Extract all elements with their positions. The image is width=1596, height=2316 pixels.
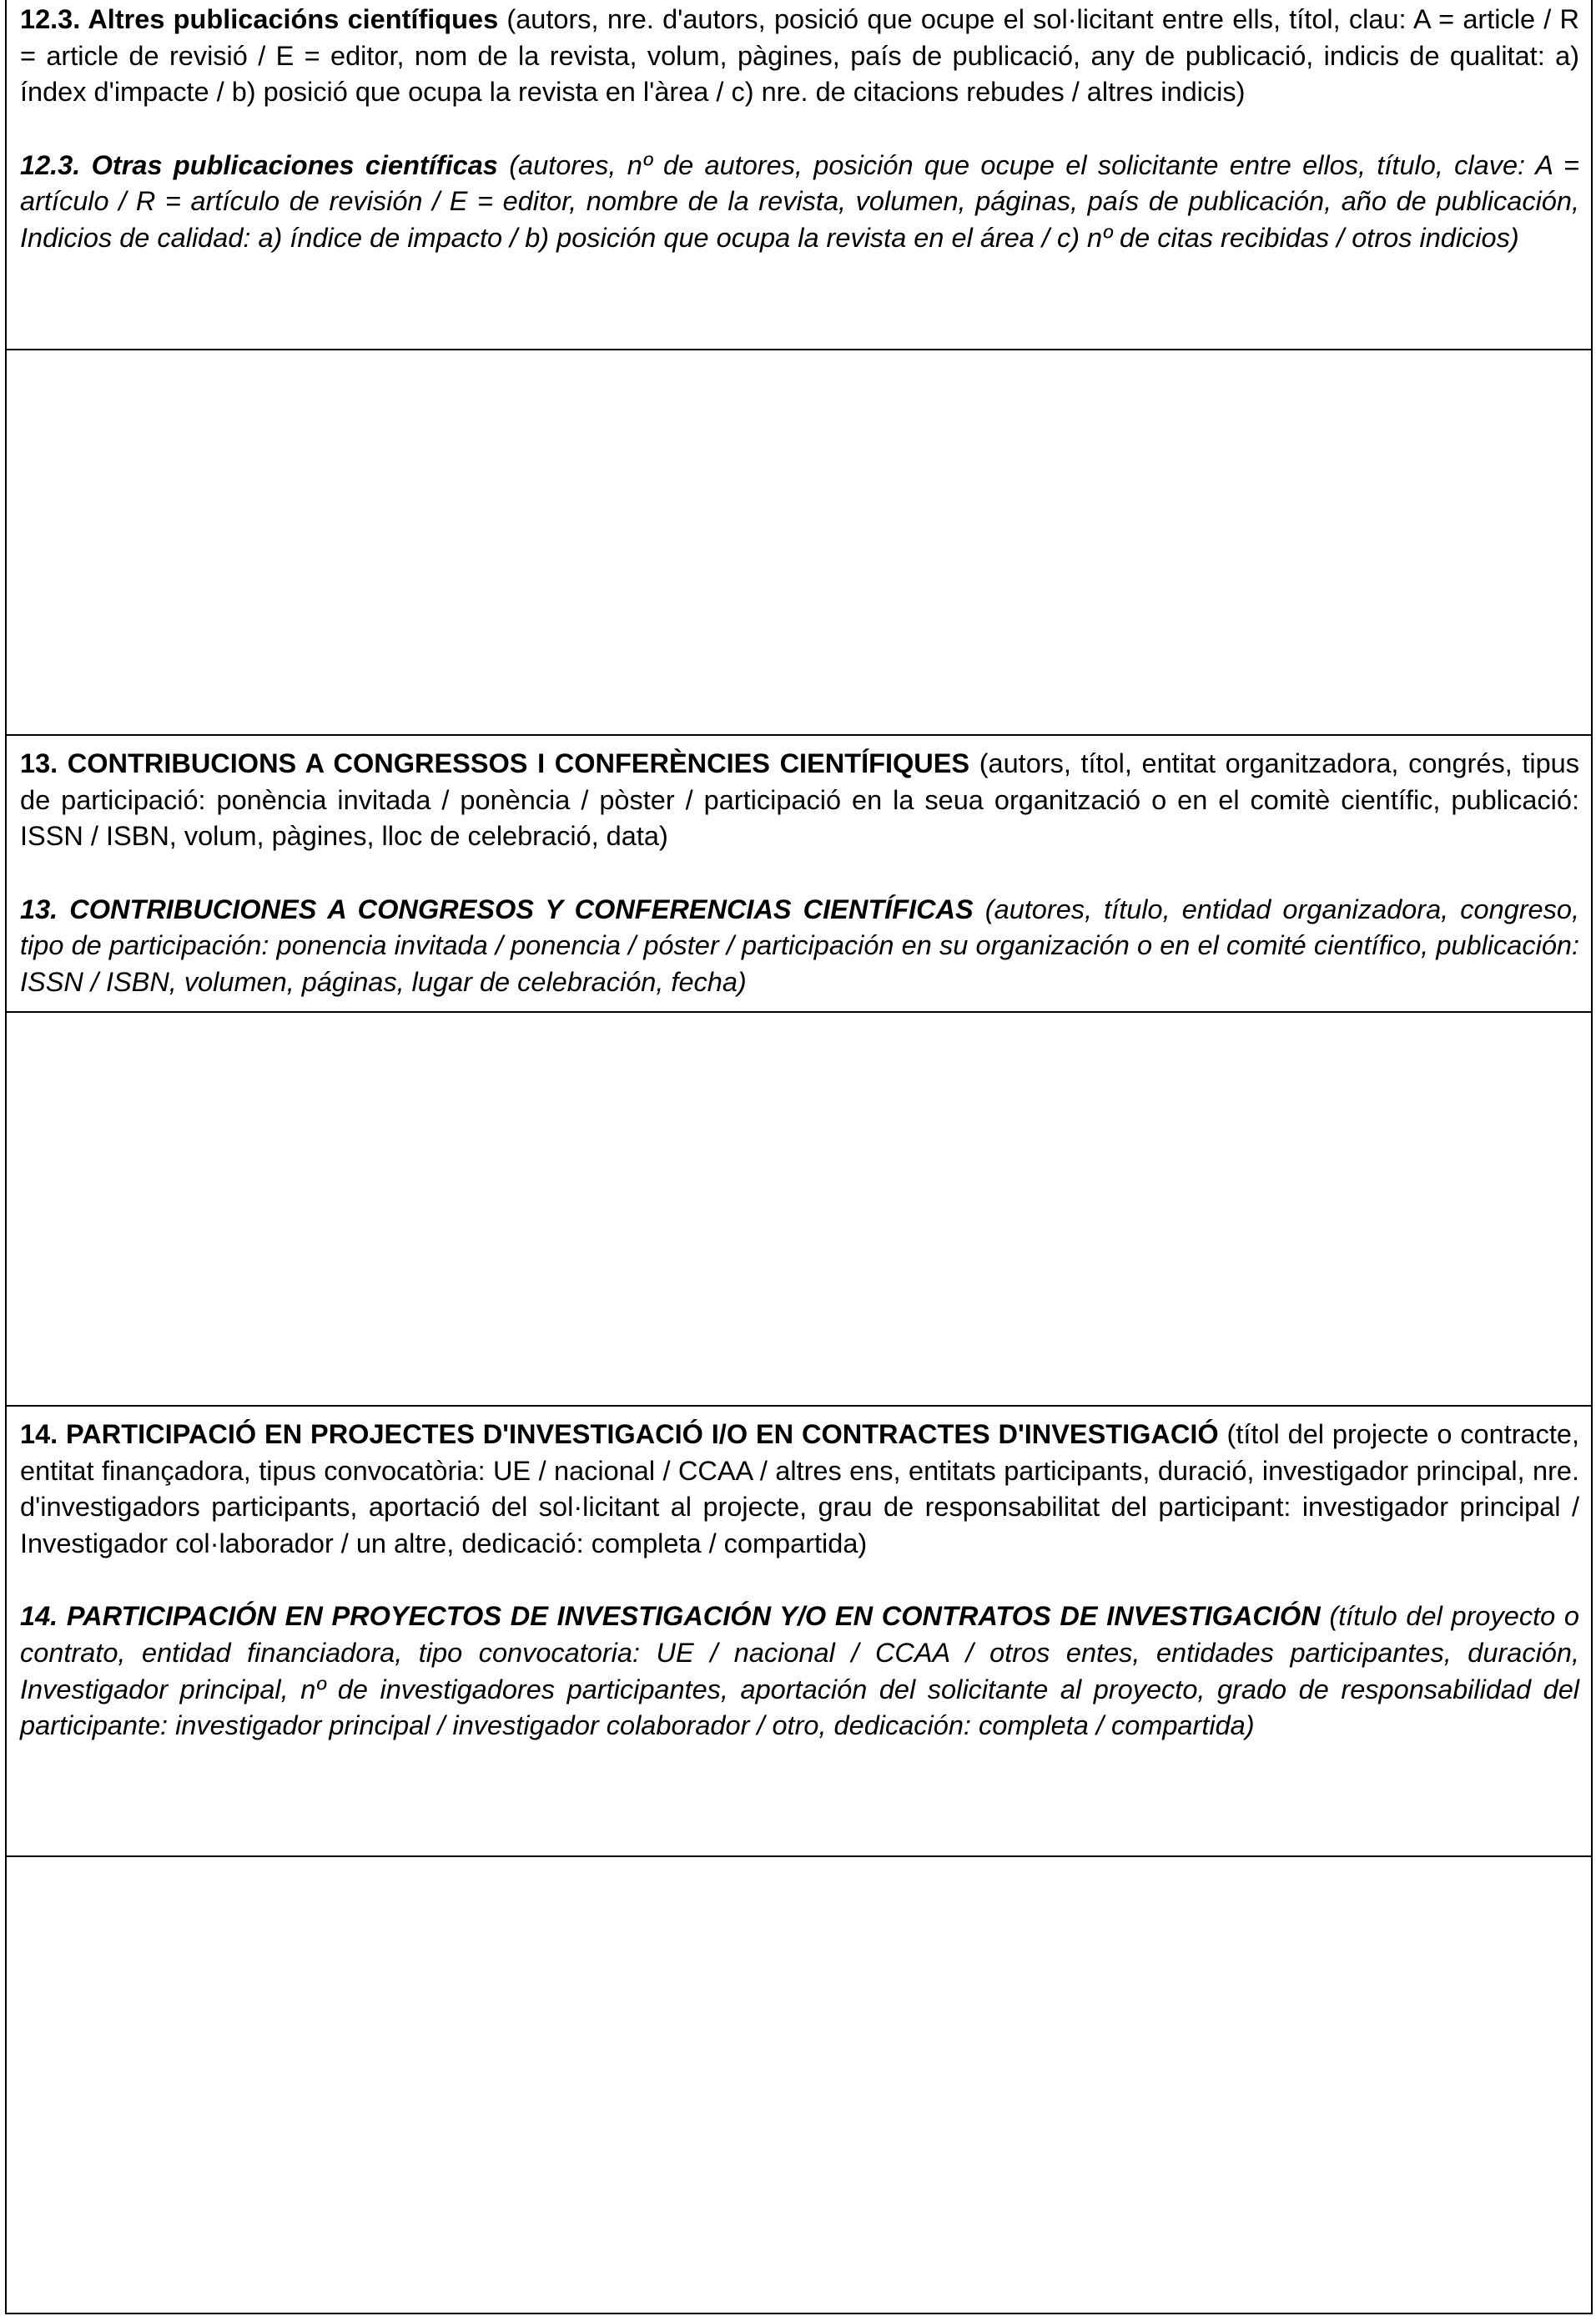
section-13-catalan-text xyxy=(20,746,1579,855)
section-12-3-spanish-description: (autores, nº de autores, posición que ocupe el solicitante entre ellos, título, clave: A = artículo / R = artículo de revisión / E = editor, nombre de la revista, volumen, páginas, país de publicación, año de publicación, Indicios de calidad: a) índice de impacto / b) posición que ocupa la revista en el área / c) nº de citas recibidas / otros indicios) xyxy=(20,149,1579,253)
section-12-3-spanish-title: 12.3. Otras publicaciones científicas xyxy=(20,149,498,180)
section-14-catalan-text xyxy=(20,1417,1579,1562)
form-page xyxy=(5,0,1593,2314)
section-12-3-answer-field[interactable] xyxy=(7,350,1591,734)
section-12-3-catalan-text xyxy=(20,2,1579,111)
section-14-catalan-title: 14. PARTICIPACIÓ EN PROJECTES D'INVESTIGACIÓ I/O EN CONTRACTES D'INVESTIGACIÓ xyxy=(20,1419,1219,1449)
section-13-catalan-title: 13. CONTRIBUCIONS A CONGRESSOS I CONFERÈNCIES CIENTÍFIQUES xyxy=(20,748,970,778)
divider xyxy=(7,1405,1591,1407)
section-14-spanish-title: 14. PARTICIPACIÓN EN PROYECTOS DE INVESTIGACIÓN Y/O EN CONTRATOS DE INVESTIGACIÓN xyxy=(20,1601,1321,1632)
section-13-spanish-description: (autores, título, entidad organizadora, congreso, tipo de participación: ponencia invitada / ponencia / póster / participación en su organización o en el comité científico, publicación: ISSN / ISBN, volumen, páginas, lugar de celebración, fecha) xyxy=(20,894,1579,997)
section-12-3-catalan-title: 12.3. Altres publicacións científiques xyxy=(20,4,499,34)
section-12-3-catalan-description: (autors, nre. d'autors, posició que ocupe el sol·licitant entre ells, títol, clau: A = article / R = article de revisió / E = editor, nom de la revista, volum, pàgines, país de publicació, any de publicació, indicis de qualitat: a) índex d'impacte / b) posició que ocupa la revista en l'àrea / c) nre. de citacions rebudes / altres indicis) xyxy=(20,4,1580,108)
section-12-3-header xyxy=(7,2,1591,350)
section-14-answer-field[interactable] xyxy=(7,1857,1591,2313)
section-13-header xyxy=(7,746,1591,1011)
section-14-catalan-description: (títol del projecte o contracte, entitat finançadora, tipus convocatòria: UE / nacional / CCAA / altres ens, entitats participants, duració, investigador principal, nre. d'investigadors participants, aportació del sol·licitant al projecte, grau de responsabilitat del participant: investigador principal / Investigador col·laborador / un altre, dedicació: completa / compartida) xyxy=(20,1419,1580,1558)
section-13-spanish-title: 13. CONTRIBUCIONES A CONGRESOS Y CONFERENCIAS CIENTÍFICAS xyxy=(20,894,974,924)
section-13-catalan-description: (autors, títol, entitat organitzadora, congrés, tipus de participació: ponència invitada / ponència / pòster / participació en la seua organització o en el comitè científic, publicació: ISSN / ISBN, volum, pàgines, lloc de celebració, data) xyxy=(20,748,1579,852)
section-14-spanish-description: (título del proyecto o contrato, entidad financiadora, tipo convocatoria: UE / nacional / CCAA / otros entes, entidades participantes, duración, Investigador principal, nº de investigadores participantes, aportación del solicitante al proyecto, grado de responsabilidad del participante: investigador principal / investigador colaborador / otro, dedicación: completa / compartida) xyxy=(20,1601,1580,1741)
section-13-spanish-text xyxy=(20,892,1579,1001)
section-14-header xyxy=(7,1417,1591,1855)
section-13-answer-field[interactable] xyxy=(7,1013,1591,1405)
section-12-3-spanish-text xyxy=(20,148,1579,257)
divider xyxy=(7,734,1591,736)
section-14-spanish-text xyxy=(20,1599,1579,1744)
